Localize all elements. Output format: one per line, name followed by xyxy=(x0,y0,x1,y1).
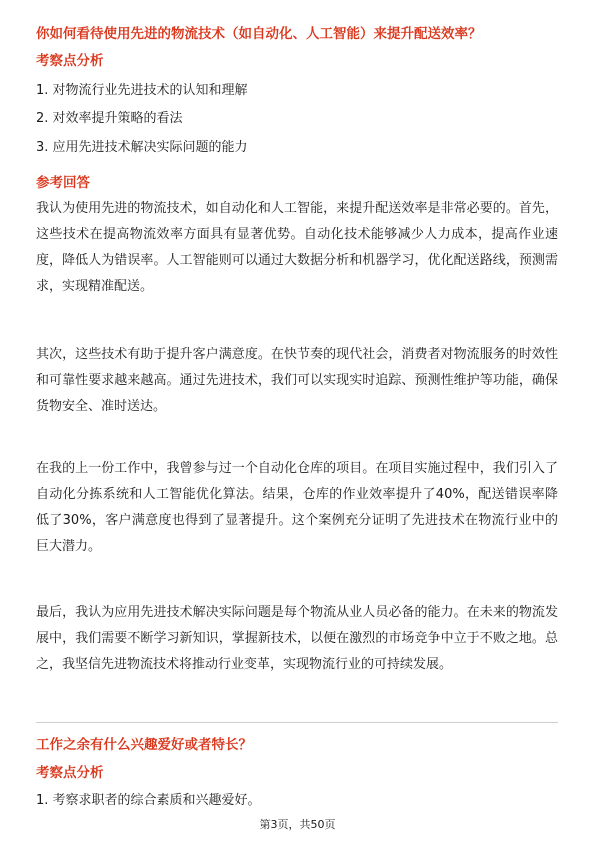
question-2-title: 工作之余有什么兴趣爱好或者特长？ xyxy=(36,737,252,753)
answer-paragraph-3: 在我的上一份工作中，我曾参与过一个自动化仓库的项目。在项目实施过程中，我们引入了自动化分拣系统和人工智能优化算法。结果，仓库的作业效率提升了40%，配送错误率降低了30%，客户满意度也得到了显著提升。这个案例充分证明了先进技术在物流行业中的巨大潜力。 xyxy=(36,461,558,554)
answer-paragraph-1: 我认为使用先进的物流技术，如自动化和人工智能，来提升配送效率是非常必要的。首先，这些技术在提高物流效率方面具有显著优势。自动化技术能够减少人力成本，提高作业速度，降低人为错误率。人工智能则可以通过大数据分析和机器学习，优化配送路线，预测需求，实现精准配送。 xyxy=(36,201,558,294)
page-footer: 第3页，共50页 xyxy=(259,818,336,831)
q1-analysis-heading: 考察点分析 xyxy=(36,53,104,69)
q1-answer-heading: 参考回答 xyxy=(36,175,90,191)
answer-paragraph-2: 其次，这些技术有助于提升客户满意度。在快节奏的现代社会，消费者对物流服务的时效性和可靠性要求越来越高。通过先进技术，我们可以实现实时追踪、预测性维护等功能，确保货物安全、准时送达。 xyxy=(36,347,558,414)
q1-point-1: 1. 对物流行业先进技术的认知和理解 xyxy=(36,83,248,98)
answer-paragraph-4: 最后，我认为应用先进技术解决实际问题是每个物流从业人员必备的能力。在未来的物流发展中，我们需要不断学习新知识，掌握新技术，以便在激烈的市场竞争中立于不败之地。总之，我坚信先进物流技术将推动行业变革，实现物流行业的可持续发展。 xyxy=(36,605,558,672)
section-divider xyxy=(36,722,558,723)
question-1-title: 你如何看待使用先进的物流技术（如自动化、人工智能）来提升配送效率？ xyxy=(36,26,482,42)
q1-point-2: 2. 对效率提升策略的看法 xyxy=(36,111,183,126)
q2-point-1: 1. 考察求职者的综合素质和兴趣爱好。 xyxy=(36,793,261,808)
q1-point-3: 3. 应用先进技术解决实际问题的能力 xyxy=(36,140,248,155)
q2-analysis-heading: 考察点分析 xyxy=(36,765,104,781)
